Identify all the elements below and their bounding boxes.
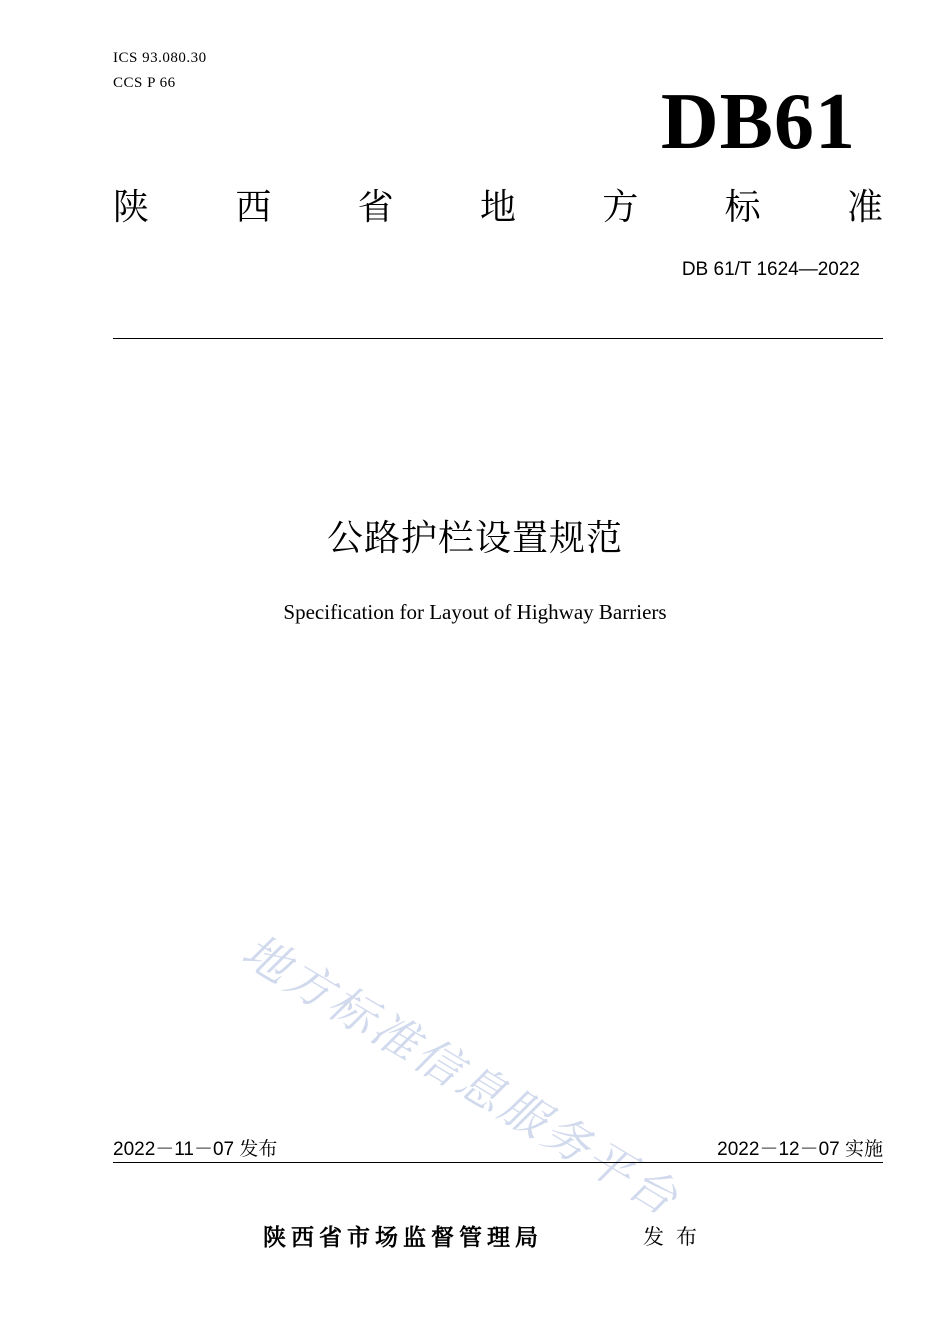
ics-code: ICS 93.080.30: [113, 50, 207, 66]
bottom-divider: [113, 1162, 883, 1163]
standard-type-char: 方: [602, 187, 639, 228]
document-title-chinese: 公路护栏设置规范: [326, 518, 623, 559]
issuing-authority: 陕西省市场监督管理局: [263, 1225, 543, 1251]
standard-type-char: 标: [724, 187, 761, 228]
standard-type-title: [113, 186, 883, 230]
implementation-date: 2022－12－07 实施: [717, 1139, 883, 1160]
standard-type-char: 陕: [113, 187, 150, 228]
standard-type-char: 准: [846, 187, 883, 228]
standard-type-char: 西: [235, 187, 272, 228]
standard-type-char: 地: [479, 187, 516, 228]
watermark-text: 地方标准信息服务平台: [233, 923, 690, 1228]
standard-number: DB 61/T 1624—2022: [681, 259, 860, 280]
standard-type-char: 省: [357, 187, 394, 228]
publish-date: 2022－11－07 发布: [113, 1139, 278, 1160]
ccs-code: CCS P 66: [113, 75, 176, 91]
issued-label: 发布: [643, 1225, 709, 1249]
top-divider: [113, 338, 883, 339]
db61-logo: DB61: [660, 78, 856, 166]
document-title-english: Specification for Layout of Highway Barriers: [283, 600, 667, 624]
